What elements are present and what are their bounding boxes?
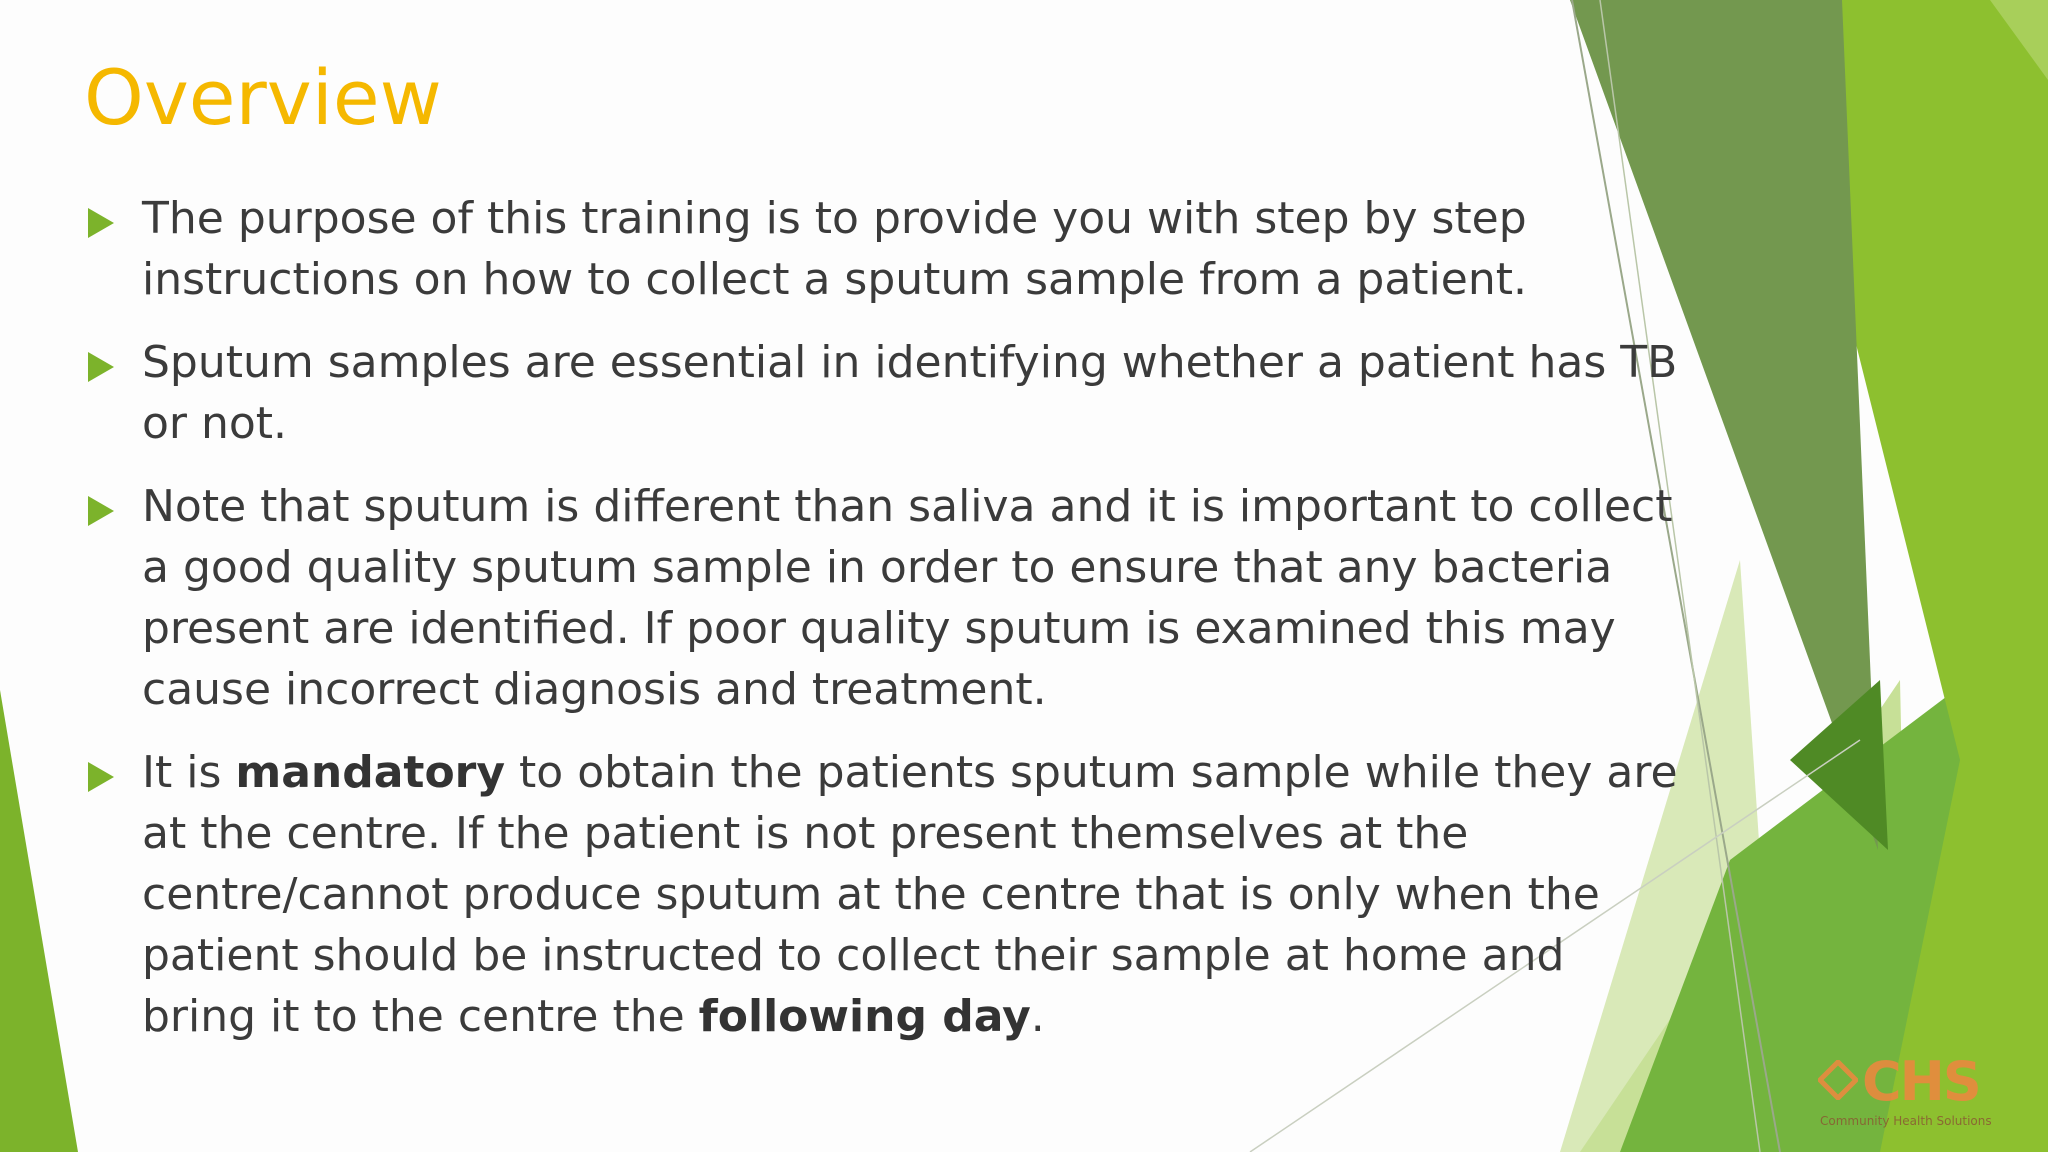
bullet-segment: It is: [142, 747, 236, 798]
logo-text: CHS: [1862, 1050, 1980, 1113]
bullet-segment: Note that sputum is different than saliva and it is important to collect a good quality sputum sample in order to ensure that any bacteria present are identified. If poor quality sputum is examined this may cause incorrect diagnosis and treatment.: [142, 481, 1673, 715]
bullet-arrow-icon: [88, 352, 114, 382]
bullet-text: [142, 481, 1672, 715]
bullet-arrow-icon: [88, 208, 114, 238]
bullet-item: [84, 332, 1684, 454]
left-accent-shape: [0, 690, 78, 1152]
bullet-emphasis: mandatory: [235, 747, 506, 798]
bullet-segment: .: [1030, 991, 1045, 1042]
logo-tagline: Community Health Solutions: [1820, 1114, 1992, 1128]
logo-diamond-icon: [1818, 1060, 1858, 1100]
bullet-segment: to obtain the patients sputum sample while they are at the centre. If the patient is not present themselves at the centre/cannot produce sputum at the centre that is only when the patient should be instructed to collect their sample at home and bring it to the centre the: [142, 747, 1678, 1042]
bullet-text: [142, 337, 1677, 449]
bullet-item: [84, 188, 1684, 310]
bullet-text: [142, 747, 1678, 1042]
bullet-item: [84, 476, 1684, 720]
slide-title: Overview: [84, 53, 442, 142]
bullet-item: [84, 742, 1684, 1047]
bullet-segment: The purpose of this training is to provide you with step by step instructions on how to collect a sputum sample from a patient.: [142, 193, 1527, 305]
bullet-arrow-icon: [88, 762, 114, 792]
bullet-arrow-icon: [88, 496, 114, 526]
bullet-list: [84, 188, 1684, 1069]
chs-logo: [1812, 1050, 2012, 1130]
bullet-segment: Sputum samples are essential in identifying whether a patient has TB or not.: [142, 337, 1678, 449]
bullet-text: [142, 193, 1527, 305]
bullet-emphasis: following day: [698, 991, 1031, 1042]
